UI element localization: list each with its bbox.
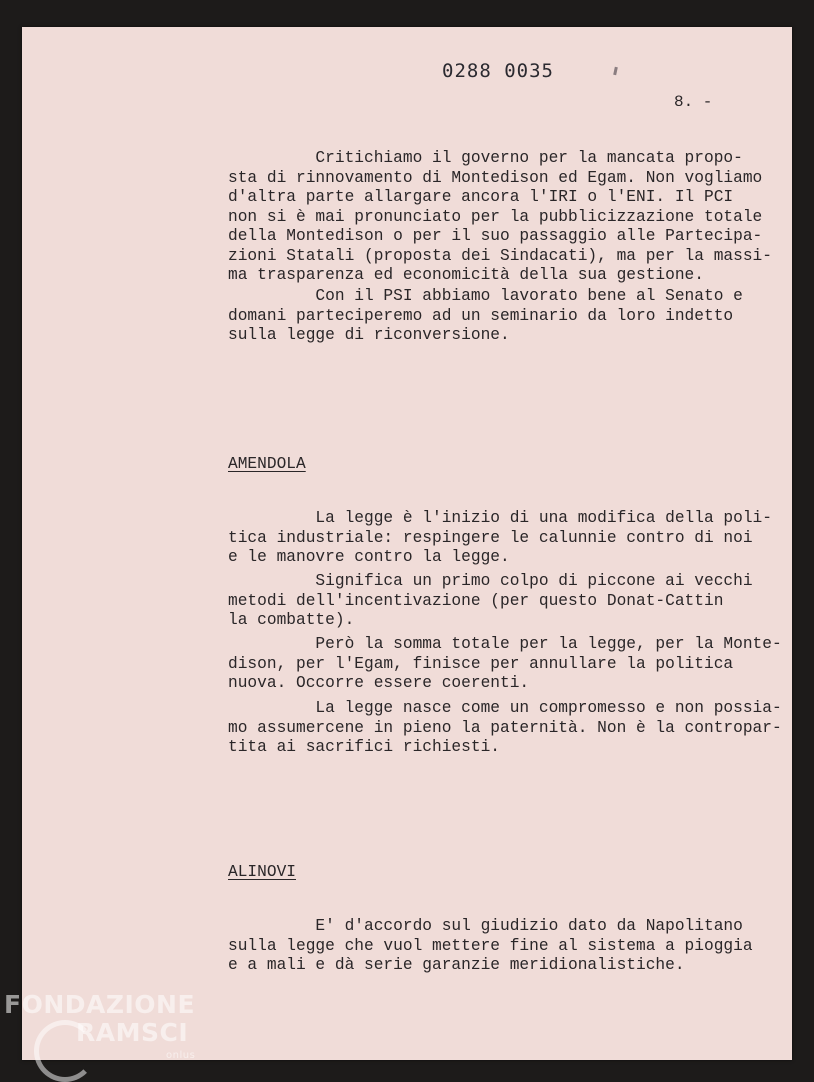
speaker-heading-amendola: AMENDOLA: [228, 455, 306, 473]
pencil-mark: [613, 67, 618, 75]
paragraph-2: [228, 287, 788, 346]
text-line: zioni Statali (proposta dei Sindacati), ma per la massi-: [228, 246, 772, 265]
text-line: sta di rinnovamento di Montedison ed Egam. Non vogliamo: [228, 168, 763, 187]
text-line: La legge nasce come un compromesso e non possia-: [228, 699, 782, 717]
watermark-line-3: onlus: [166, 1050, 196, 1061]
page-number: 8. -: [674, 93, 713, 111]
text-line: La legge è l'inizio di una modifica della poli-: [228, 509, 772, 527]
paragraph-1: [228, 149, 788, 286]
text-line: Però la somma totale per la legge, per la Monte-: [228, 635, 782, 653]
text-line: ma trasparenza ed economicità della sua gestione.: [228, 266, 704, 284]
text-line: nuova. Occorre essere coerenti.: [228, 674, 530, 692]
text-line: la combatte).: [228, 611, 355, 629]
document-page: [22, 27, 792, 1060]
text-line: sulla legge che vuol mettere fine al sistema a pioggia: [228, 936, 753, 955]
paragraph-7: [228, 917, 788, 976]
text-line: dison, per l'Egam, finisce per annullare la politica: [228, 654, 734, 673]
watermark-line-1: FONDAZIONE: [4, 990, 196, 1019]
speaker-heading-alinovi: ALINOVI: [228, 863, 296, 881]
paragraph-6: [228, 699, 788, 758]
text-line: E' d'accordo sul giudizio dato da Napolitano: [228, 917, 743, 935]
text-line: della Montedison o per il suo passaggio alle Partecipa-: [228, 227, 763, 245]
fondazione-gramsci-watermark: [4, 990, 204, 1080]
text-line: Critichiamo il governo per la mancata propo-: [228, 149, 743, 167]
text-line: Significa un primo colpo di piccone ai vecchi: [228, 572, 753, 590]
text-line: e a mali e dà serie garanzie meridionalistiche.: [228, 956, 685, 974]
text-line: Con il PSI abbiamo lavorato bene al Senato e: [228, 287, 743, 305]
text-line: sulla legge di riconversione.: [228, 326, 510, 344]
text-line: tita ai sacrifici richiesti.: [228, 738, 500, 756]
text-line: e le manovre contro la legge.: [228, 548, 510, 566]
text-line: non si è mai pronunciato per la pubblicizzazione totale: [228, 207, 763, 226]
reference-number: 0288 0035: [442, 60, 554, 82]
text-line: mo assumercene in pieno la paternità. Non è la contropar-: [228, 718, 782, 737]
watermark-line-2: RAMSCI: [76, 1018, 189, 1047]
text-line: tica industriale: respingere le calunnie contro di noi: [228, 528, 753, 547]
paragraph-4: [228, 572, 788, 631]
paragraph-3: [228, 509, 788, 568]
text-line: metodi dell'incentivazione (per questo Donat-Cattin: [228, 591, 724, 610]
text-line: domani parteciperemo ad un seminario da loro indetto: [228, 306, 734, 325]
paragraph-5: [228, 635, 788, 694]
text-line: d'altra parte allargare ancora l'IRI o l'ENI. Il PCI: [228, 188, 734, 206]
